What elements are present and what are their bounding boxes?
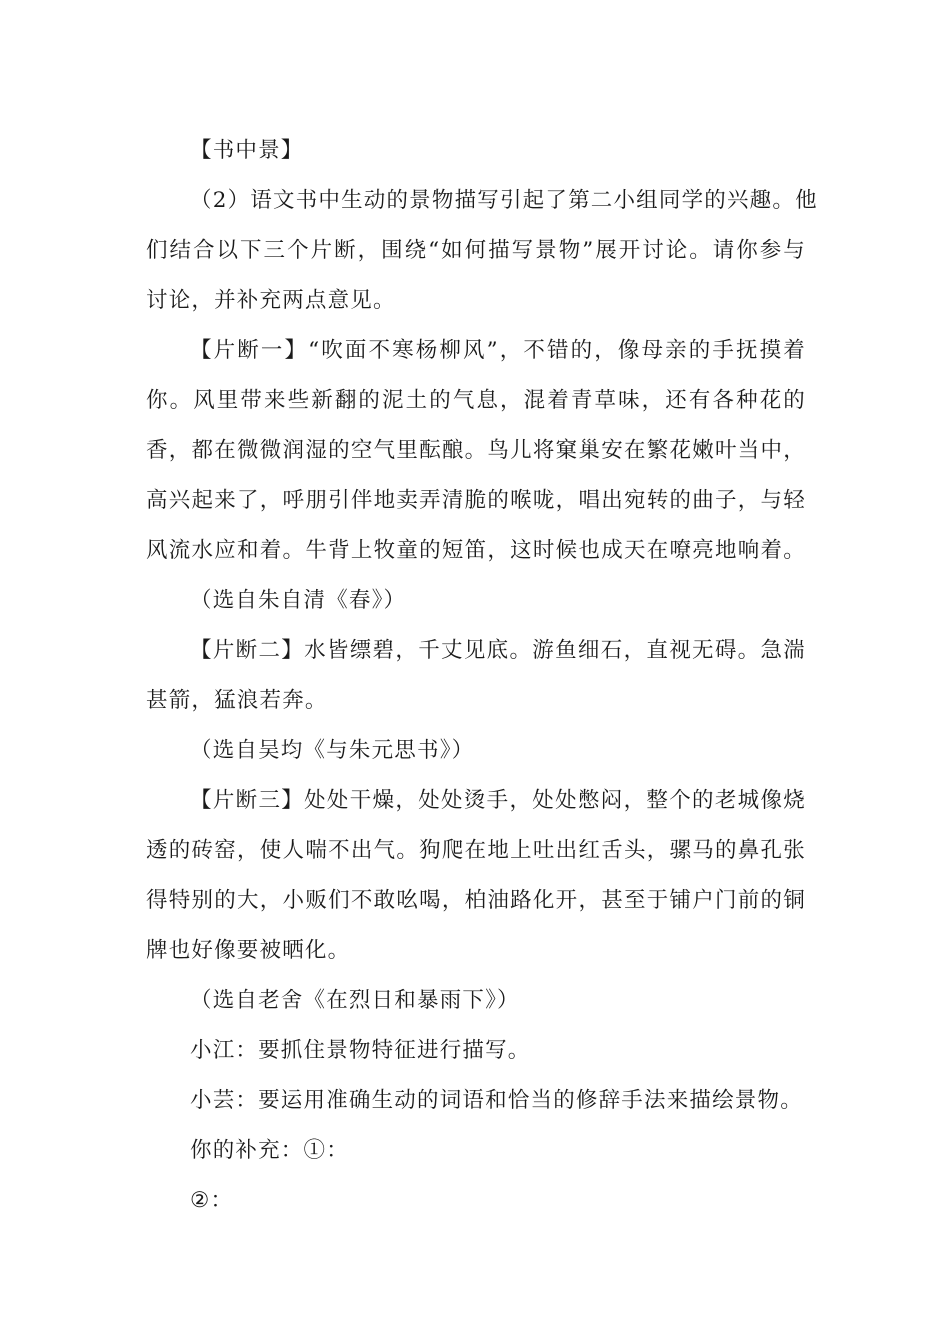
- fragment-two-line: 【片断二】水皆缥碧，千丈见底。游鱼细石，直视无碍。急湍: [190, 638, 806, 663]
- xiaoyun-comment: 小芸：要运用准确生动的词语和恰当的修辞手法来描绘景物。: [190, 1088, 803, 1113]
- fragment-one-source: （选自朱自清《春》）: [190, 588, 407, 613]
- fragment-one-line: 高兴起来了，呼朋引伴地卖弄清脆的喉咙，唱出宛转的曲子，与轻: [146, 488, 806, 513]
- fragment-three-line: 得特别的大，小贩们不敢吆喝，柏油路化开，甚至于铺户门前的铜: [146, 888, 806, 913]
- section-title: 【书中景】: [190, 138, 304, 163]
- fragment-two-source: （选自吴均《与朱元思书》）: [190, 738, 475, 763]
- question-line: 们结合以下三个片断，围绕“如何描写景物”展开讨论。请你参与: [146, 238, 806, 263]
- fragment-one-line: 【片断一】“吹面不寒杨柳风”，不错的，像母亲的手抚摸着: [190, 338, 806, 363]
- fragment-two-line: 甚箭，猛浪若奔。: [146, 688, 328, 713]
- fragment-three-line: 透的砖窑，使人喘不出气。狗爬在地上吐出红舌头，骡马的鼻孔张: [146, 838, 806, 863]
- fragment-one-line: 你。风里带来些新翻的泥土的气息，混着青草味，还有各种花的: [146, 388, 806, 413]
- question-line: 讨论，并补充两点意见。: [146, 288, 396, 313]
- your-addition-label: 你的补充：①：: [190, 1138, 349, 1163]
- fragment-three-line: 【片断三】处处干燥，处处烫手，处处憋闷，整个的老城像烧: [190, 788, 806, 813]
- fragment-one-line: 风流水应和着。牛背上牧童的短笛，这时候也成天在嘹亮地响着。: [146, 538, 806, 563]
- fragment-three-source: （选自老舍《在烈日和暴雨下》）: [190, 988, 520, 1013]
- question-line: （2）语文书中生动的景物描写引起了第二小组同学的兴趣。他: [190, 188, 818, 213]
- fragment-three-line: 牌也好像要被晒化。: [146, 938, 351, 963]
- addition-item-2-label: ②：: [190, 1188, 234, 1213]
- xiaojiang-comment: 小江：要抓住景物特征进行描写。: [190, 1038, 531, 1063]
- fragment-one-line: 香，都在微微润湿的空气里酝酿。鸟儿将窠巢安在繁花嫩叶当中，: [146, 438, 806, 463]
